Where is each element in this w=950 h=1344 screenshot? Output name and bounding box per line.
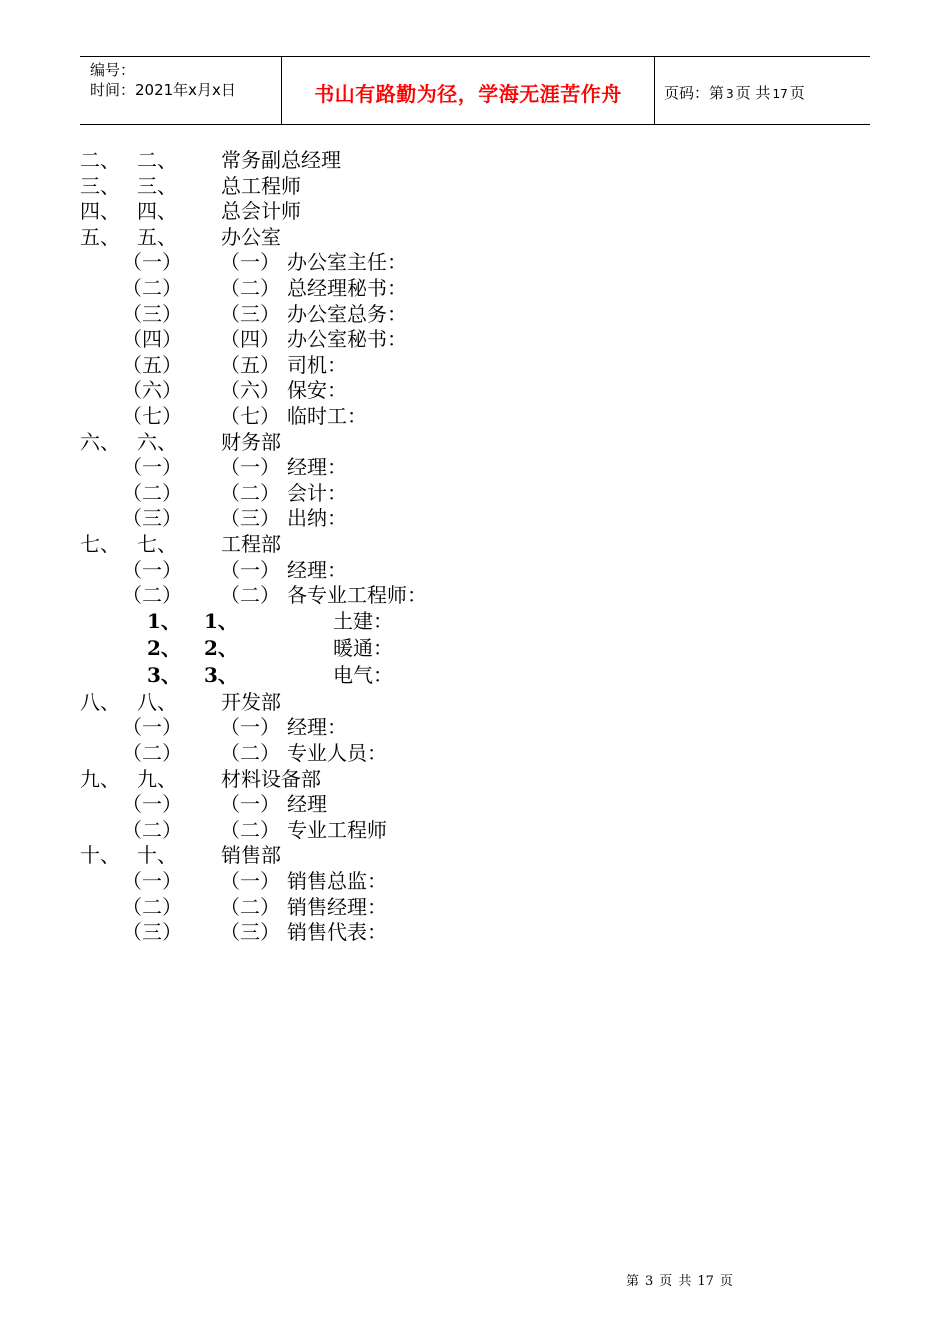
outline-item bbox=[0, 868, 950, 894]
outline-heading: 销售总监： bbox=[287, 869, 387, 893]
outline-item bbox=[0, 531, 950, 557]
outline-item bbox=[0, 689, 950, 715]
outline-number-secondary: （三） bbox=[220, 506, 280, 531]
outline-number-primary: 九、 bbox=[80, 766, 120, 791]
outline-heading: 开发部 bbox=[221, 689, 281, 714]
footer-prefix: 第 bbox=[626, 1274, 640, 1289]
outline-item bbox=[0, 894, 950, 920]
outline-number-secondary: 二、 bbox=[137, 148, 177, 172]
outline-heading: 暖通： bbox=[333, 635, 393, 660]
outline-number-primary: （二） bbox=[122, 741, 182, 765]
outline-item bbox=[0, 377, 950, 403]
document-number-label: 编号： bbox=[90, 61, 136, 79]
outline-number-secondary: （二） bbox=[220, 741, 280, 765]
outline-number-secondary: （一） bbox=[220, 557, 280, 582]
outline-heading: 会计： bbox=[287, 480, 347, 505]
outline-heading: 电气： bbox=[333, 662, 393, 687]
outline-heading: 总经理秘书： bbox=[287, 276, 407, 300]
outline-heading: 常务副总经理 bbox=[221, 148, 341, 172]
page-footer bbox=[626, 1270, 739, 1289]
outline-number-secondary: （二） bbox=[220, 480, 280, 505]
outline-number-primary: （一） bbox=[122, 557, 182, 582]
outline-item bbox=[0, 326, 950, 352]
outline-item bbox=[0, 198, 950, 224]
outline-heading: 临时工： bbox=[287, 404, 367, 428]
outline-item bbox=[0, 740, 950, 766]
outline-number-primary: 三、 bbox=[80, 173, 120, 198]
outline-heading: 办公室秘书： bbox=[287, 327, 407, 352]
outline-heading: 专业工程师 bbox=[287, 817, 387, 842]
page-total: 17 bbox=[772, 87, 788, 101]
outline-item bbox=[0, 842, 950, 868]
header-top-rule bbox=[80, 56, 870, 57]
outline-number-primary: （一） bbox=[122, 715, 182, 740]
outline-heading: 经理： bbox=[287, 715, 347, 740]
header-bottom-rule bbox=[80, 124, 870, 125]
outline-number-secondary: 九、 bbox=[137, 766, 177, 791]
outline-heading: 出纳： bbox=[287, 506, 347, 531]
document-time-label: 时间：2021年x月x日 bbox=[90, 81, 236, 99]
outline-item bbox=[0, 505, 950, 531]
outline-number-primary: （二） bbox=[122, 583, 182, 608]
outline-number-secondary: （二） bbox=[220, 817, 280, 842]
outline-heading: 办公室 bbox=[221, 224, 281, 249]
outline-heading: 司机： bbox=[287, 352, 347, 377]
header-motto: 书山有路勤为径，学海无涯苦作舟 bbox=[314, 82, 622, 106]
outline-number-primary: （六） bbox=[122, 378, 182, 403]
outline-number-secondary: （一） bbox=[220, 792, 280, 817]
outline-item bbox=[0, 352, 950, 378]
outline-number-secondary: （三） bbox=[220, 920, 280, 945]
outline-number-secondary: 八、 bbox=[137, 689, 177, 714]
footer-suffix: 页 bbox=[719, 1274, 733, 1289]
page-mid: 页 共 bbox=[735, 84, 771, 102]
outline-number-primary: 十、 bbox=[80, 843, 120, 868]
outline-number-primary: （二） bbox=[122, 276, 182, 300]
outline-number-primary: 3、 bbox=[147, 662, 181, 687]
outline-number-secondary: （一） bbox=[220, 869, 280, 893]
outline-heading: 土建： bbox=[333, 608, 393, 633]
outline-number-primary: （三） bbox=[122, 301, 182, 326]
header-divider-right bbox=[654, 56, 655, 124]
outline-heading: 专业人员： bbox=[287, 741, 387, 765]
outline-number-secondary: 十、 bbox=[137, 843, 177, 868]
outline-heading: 销售部 bbox=[221, 843, 281, 868]
outline-item bbox=[0, 635, 950, 661]
outline-number-secondary: （二） bbox=[220, 583, 280, 608]
outline-heading: 总会计师 bbox=[221, 199, 301, 224]
outline-number-primary: （一） bbox=[122, 250, 182, 275]
outline-item bbox=[0, 766, 950, 792]
outline-number-secondary: （一） bbox=[220, 250, 280, 275]
footer-total: 17 bbox=[697, 1274, 714, 1289]
outline-heading: 总工程师 bbox=[221, 173, 301, 198]
outline-number-secondary: 1、 bbox=[204, 608, 238, 633]
outline-item bbox=[0, 714, 950, 740]
outline-item bbox=[0, 275, 950, 301]
outline-number-primary: （五） bbox=[122, 352, 182, 377]
outline-number-primary: 八、 bbox=[80, 689, 120, 714]
page-current: 3 bbox=[726, 87, 734, 101]
outline-heading: 销售代表： bbox=[287, 920, 387, 945]
outline-number-secondary: （七） bbox=[220, 404, 280, 428]
outline-item bbox=[0, 454, 950, 480]
outline-heading: 办公室总务： bbox=[287, 301, 407, 326]
outline-item bbox=[0, 429, 950, 455]
outline-number-secondary: 七、 bbox=[137, 532, 177, 556]
outline-number-primary: （二） bbox=[122, 894, 182, 919]
outline-heading: 工程部 bbox=[221, 532, 281, 556]
outline-number-secondary: （一） bbox=[220, 455, 280, 480]
outline-item bbox=[0, 147, 950, 173]
outline-heading: 经理： bbox=[287, 455, 347, 480]
outline-heading: 经理 bbox=[287, 792, 327, 817]
page-prefix: 页码：第 bbox=[664, 84, 725, 102]
outline-number-primary: 二、 bbox=[80, 148, 120, 172]
outline-number-primary: （一） bbox=[122, 455, 182, 480]
footer-mid: 页 bbox=[659, 1274, 673, 1289]
outline-heading: 材料设备部 bbox=[221, 766, 321, 791]
outline-number-secondary: （六） bbox=[220, 378, 280, 403]
outline-number-primary: 六、 bbox=[80, 429, 120, 454]
footer-total-prefix: 共 bbox=[678, 1274, 692, 1289]
outline-number-secondary: （二） bbox=[220, 276, 280, 300]
outline-number-secondary: （一） bbox=[220, 715, 280, 740]
outline-item bbox=[0, 817, 950, 843]
outline-number-primary: 五、 bbox=[80, 224, 120, 249]
outline-number-primary: 1、 bbox=[147, 608, 181, 633]
outline-number-primary: （三） bbox=[122, 506, 182, 531]
outline-number-primary: （二） bbox=[122, 480, 182, 505]
outline-heading: 各专业工程师： bbox=[287, 583, 427, 608]
outline-item bbox=[0, 249, 950, 275]
outline-heading: 办公室主任： bbox=[287, 250, 407, 275]
outline-number-primary: 七、 bbox=[80, 532, 120, 556]
footer-current: 3 bbox=[645, 1274, 654, 1289]
outline-item bbox=[0, 608, 950, 634]
outline-number-primary: （四） bbox=[122, 327, 182, 352]
outline-number-secondary: （二） bbox=[220, 894, 280, 919]
outline-item bbox=[0, 173, 950, 199]
outline-number-primary: （七） bbox=[122, 404, 182, 428]
header-page-info bbox=[664, 82, 805, 103]
outline-number-secondary: （三） bbox=[220, 301, 280, 326]
outline-heading: 销售经理： bbox=[287, 894, 387, 919]
outline-item bbox=[0, 582, 950, 608]
page-suffix: 页 bbox=[789, 84, 805, 102]
outline-item bbox=[0, 224, 950, 250]
outline-number-primary: （三） bbox=[122, 920, 182, 945]
outline-heading: 财务部 bbox=[221, 429, 281, 454]
outline-number-secondary: （四） bbox=[220, 327, 280, 352]
outline-number-primary: （一） bbox=[122, 869, 182, 893]
outline-item bbox=[0, 480, 950, 506]
outline-number-secondary: 四、 bbox=[137, 199, 177, 224]
outline-number-primary: 2、 bbox=[147, 635, 181, 660]
outline-number-primary: （二） bbox=[122, 817, 182, 842]
outline-item bbox=[0, 791, 950, 817]
outline-item bbox=[0, 403, 950, 429]
outline-number-secondary: 2、 bbox=[204, 635, 238, 660]
outline-item bbox=[0, 662, 950, 688]
outline-number-secondary: （五） bbox=[220, 352, 280, 377]
outline-number-secondary: 六、 bbox=[137, 429, 177, 454]
outline-number-primary: （一） bbox=[122, 792, 182, 817]
outline-number-secondary: 五、 bbox=[137, 224, 177, 249]
outline-number-secondary: 3、 bbox=[204, 662, 238, 687]
outline-number-secondary: 三、 bbox=[137, 173, 177, 198]
outline-heading: 保安： bbox=[287, 378, 347, 403]
outline-number-primary: 四、 bbox=[80, 199, 120, 224]
outline-heading: 经理： bbox=[287, 557, 347, 582]
outline-item bbox=[0, 301, 950, 327]
outline-item bbox=[0, 919, 950, 945]
header-info bbox=[90, 60, 236, 100]
outline-item bbox=[0, 557, 950, 583]
